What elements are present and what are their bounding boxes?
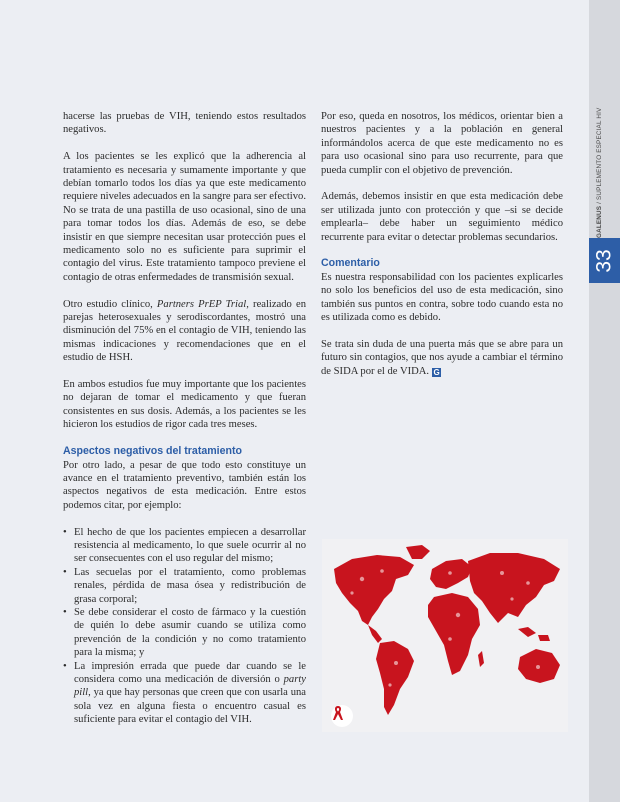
text-run: Otro estudio clínico,	[63, 298, 157, 310]
paragraph: En ambos estudios fue muy importante que los pacientes no dejaran de tomar el medicamento y que fueran consistentes en sus dosis. Además, a los pacientes se les hicieron los estudios de rigor cada tres meses.	[63, 379, 306, 431]
continents	[334, 545, 560, 715]
left-column	[63, 110, 306, 727]
text-run: Se trata sin duda de una puerta más que se abre para un futuro sin contagios, que nos ayude a cambiar el término de SIDA por el de VIDA.	[321, 338, 563, 377]
paragraph: A los pacientes se les explicó que la adherencia al tratamiento es necesaria y sumamente importante y que debían tomarlo todos los días ya que este medicamento requiere niveles adecuados en la sangre para ser efectivo. No se trata de una pastilla de uso ocasional, sino de una para tomar todos los días. Además de eso, se debe insistir en que siempre necesitan usar protección pues el medicamento solo no es suficiente para suprimir el contagio del virus. Este tratamiento tampoco previene el contagio de otras enfermedades de transmisión sexual.	[63, 151, 306, 283]
world-map-illustration	[322, 539, 568, 732]
list-item: • Se debe considerar el costo de fármaco y la cuestión de quién lo debe asumir cuando se utiliza como prevención de la condición y no como tratamiento para la misma; y	[63, 606, 306, 660]
south-america-shape	[376, 641, 414, 715]
asia-shape	[468, 553, 560, 623]
section-heading: Comentario	[321, 257, 380, 270]
madagascar-shape	[478, 651, 484, 667]
paragraph: hacerse las pruebas de VIH, teniendo estos resultados negativos.	[63, 111, 306, 136]
text-run: , ya que hay personas que creen que con usarla una sola vez en alguna fiesta o encuentro casual es suficiente para evitar el contagio del VIH.	[74, 687, 306, 726]
world-map-graphic	[322, 539, 568, 732]
page-number: 33	[592, 248, 616, 273]
list-item: • El hecho de que los pacientes empiecen a desarrollar resistencia al medicamento, lo que suele ocurrir al no ser consecuentes con el uso regular del mismo;	[63, 526, 306, 566]
sidebar-label	[596, 58, 603, 238]
study-name: Partners PrEP Trial	[156, 298, 247, 310]
paragraph: Además, debemos insistir en que esta medicación debe ser utilizada junto con protección y que –si se decide emplearla– debe haber un seguimiento médico recurrente para evitar o detectar problemas secundarios.	[321, 191, 563, 243]
text-run: , realizado en parejas heterosexuales y serodiscordantes, mostró una disminución del 75% en el contagio de VIH, teniendo las mismas indicaciones y recomendaciones que en el estudio de HSH.	[63, 298, 306, 364]
sidebar-strip	[589, 0, 620, 802]
paragraph: Por eso, queda en nosotros, los médicos, orientar bien a nuestros pacientes y a la población en general informándolos acerca de que este medicamento no es para uso ocasional sino para uso recurrente, para que pueda cumplir con el objetivo de prevención.	[321, 111, 563, 176]
africa-shape	[428, 593, 480, 675]
paragraph: Es nuestra responsabilidad con los pacientes explicarles no solo los beneficios del uso de esta medicación, sino también sus puntos en contra, sobre todo cuando esta no es utilizada como es debido.	[321, 271, 563, 324]
right-column	[321, 110, 563, 391]
italic-term: party pill	[74, 673, 306, 699]
central-america-shape	[368, 625, 382, 643]
greenland-shape	[406, 545, 430, 559]
paragraph	[63, 298, 306, 365]
section-name: / SUPLEMENTO ESPECIAL HIV	[596, 107, 603, 206]
ribbon-shape	[331, 705, 345, 721]
page-number-badge	[589, 238, 620, 283]
paragraph	[321, 338, 563, 378]
list-item: • Las secuelas por el tratamiento, como problemas renales, pérdida de masa ósea y redistribución de grasa corporal;	[63, 566, 306, 606]
list-item	[63, 660, 306, 727]
north-america-shape	[334, 555, 414, 625]
end-mark-icon: G	[433, 367, 440, 377]
brand-name: GALENUS	[596, 205, 603, 238]
paragraph: Por otro lado, a pesar de que todo esto constituye un avance en el tratamiento preventivo, también están los aspectos negativos de esta medicación. Entre estos podemos citar, por ejemplo:	[63, 459, 306, 511]
islands-shape	[518, 627, 550, 641]
bullet-list	[63, 526, 306, 727]
section-heading: Aspectos negativos del tratamiento	[63, 445, 242, 458]
red-ribbon-icon	[331, 705, 353, 727]
text-run: La impresión errada que puede dar cuando se le considera como una medicación de diversión o	[74, 660, 306, 685]
